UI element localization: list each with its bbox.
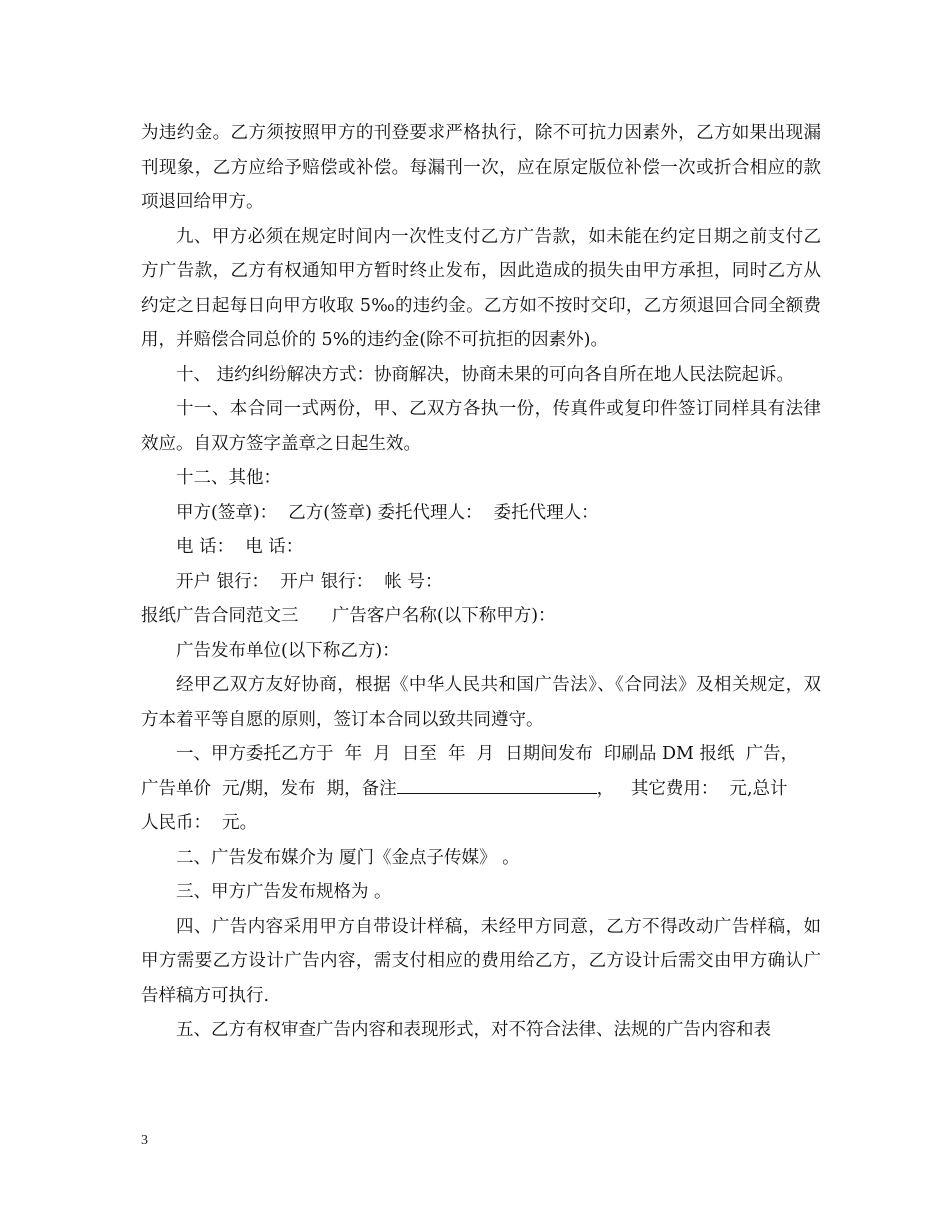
paragraph-clause-nine: 九、甲方必须在规定时间内一次性支付乙方广告款，如未能在约定日期之前支付乙方广告款，乙方有权通知甲方暂时终止发布，因此造成的损失由甲方承担，同时乙方从约定之日起每日向甲方收取 5‰的违约金。乙方如不按时交印，乙方须退回合同全额费用，并赔偿合同总价的 5%的违约金(除不可抗拒的因素外)。 [141,226,821,350]
document-body [141,116,821,1048]
publisher-party-line: 广告发布单位(以下称乙方)： [176,640,400,661]
clause-one-line-2-end: ， 其它费用： 元,总计 [596,778,788,799]
paragraph-liquidated-damages-cont: 为违约金。乙方须按照甲方的刊登要求严格执行，除不可抗力因素外，乙方如果出现漏刊现象，乙方应给予赔偿或补偿。每漏刊一次，应在原定版位补偿一次或折合相应的款项退回给甲方。 [141,123,821,212]
signature-line: 甲方(签章)： 乙方(签章) 委托代理人： 委托代理人： [176,502,599,523]
clause-one-line-2-start: 广告单价 元/期，发布 期，备注 [141,778,397,799]
contract-three-title-line: 报纸广告合同范文三 广告客户名称(以下称甲方)： [141,606,556,626]
paragraph-clause-five: 五、乙方有权审查广告内容和表现形式，对不符合法律、法规的广告内容和表 [176,1020,771,1040]
clause-one-line-1: 一、甲方委托乙方于 年 月 日至 年 月 日期间发布 印刷品 DM 报纸 广告， [176,744,799,764]
page-number: 3 [141,1133,148,1148]
paragraph-clause-three: 三、甲方广告发布规格为 。 [176,882,392,902]
paragraph-clause-two: 二、广告发布媒介为 厦门《金点子传媒》 。 [176,847,520,868]
clause-one-line-2 [141,772,821,807]
paragraph-preamble: 经甲乙双方友好协商，根据《中华人民共和国广告法》、《合同法》及相关规定，双方本着平等自愿的原则，签订本合同以致共同遵守。 [141,675,821,730]
paragraph-clause-ten: 十、 违约纠纷解决方式：协商解决，协商未果的可向各自所在地人民法院起诉。 [176,364,795,385]
remarks-blank-underline [397,792,597,794]
paragraph-clause-eleven: 十一、本合同一式两份，甲、乙双方各执一份，传真件或复印件签订同样具有法律效应。自双方签字盖章之日起生效。 [141,399,821,454]
paragraph-clause-twelve: 十二、其他： [176,468,281,488]
bank-account-line: 开户 银行： 开户 银行： 帐 号： [176,571,443,592]
phone-line: 电 话： 电 话： [176,537,304,557]
clause-one-line-3: 人民币： 元。 [141,813,258,833]
paragraph-clause-four: 四、广告内容采用甲方自带设计样稿，未经甲方同意，乙方不得改动广告样稿，如甲方需要乙方设计广告内容，需支付相应的费用给乙方，乙方设计后需交由甲方确认广告样稿方可执行. [141,916,821,1006]
